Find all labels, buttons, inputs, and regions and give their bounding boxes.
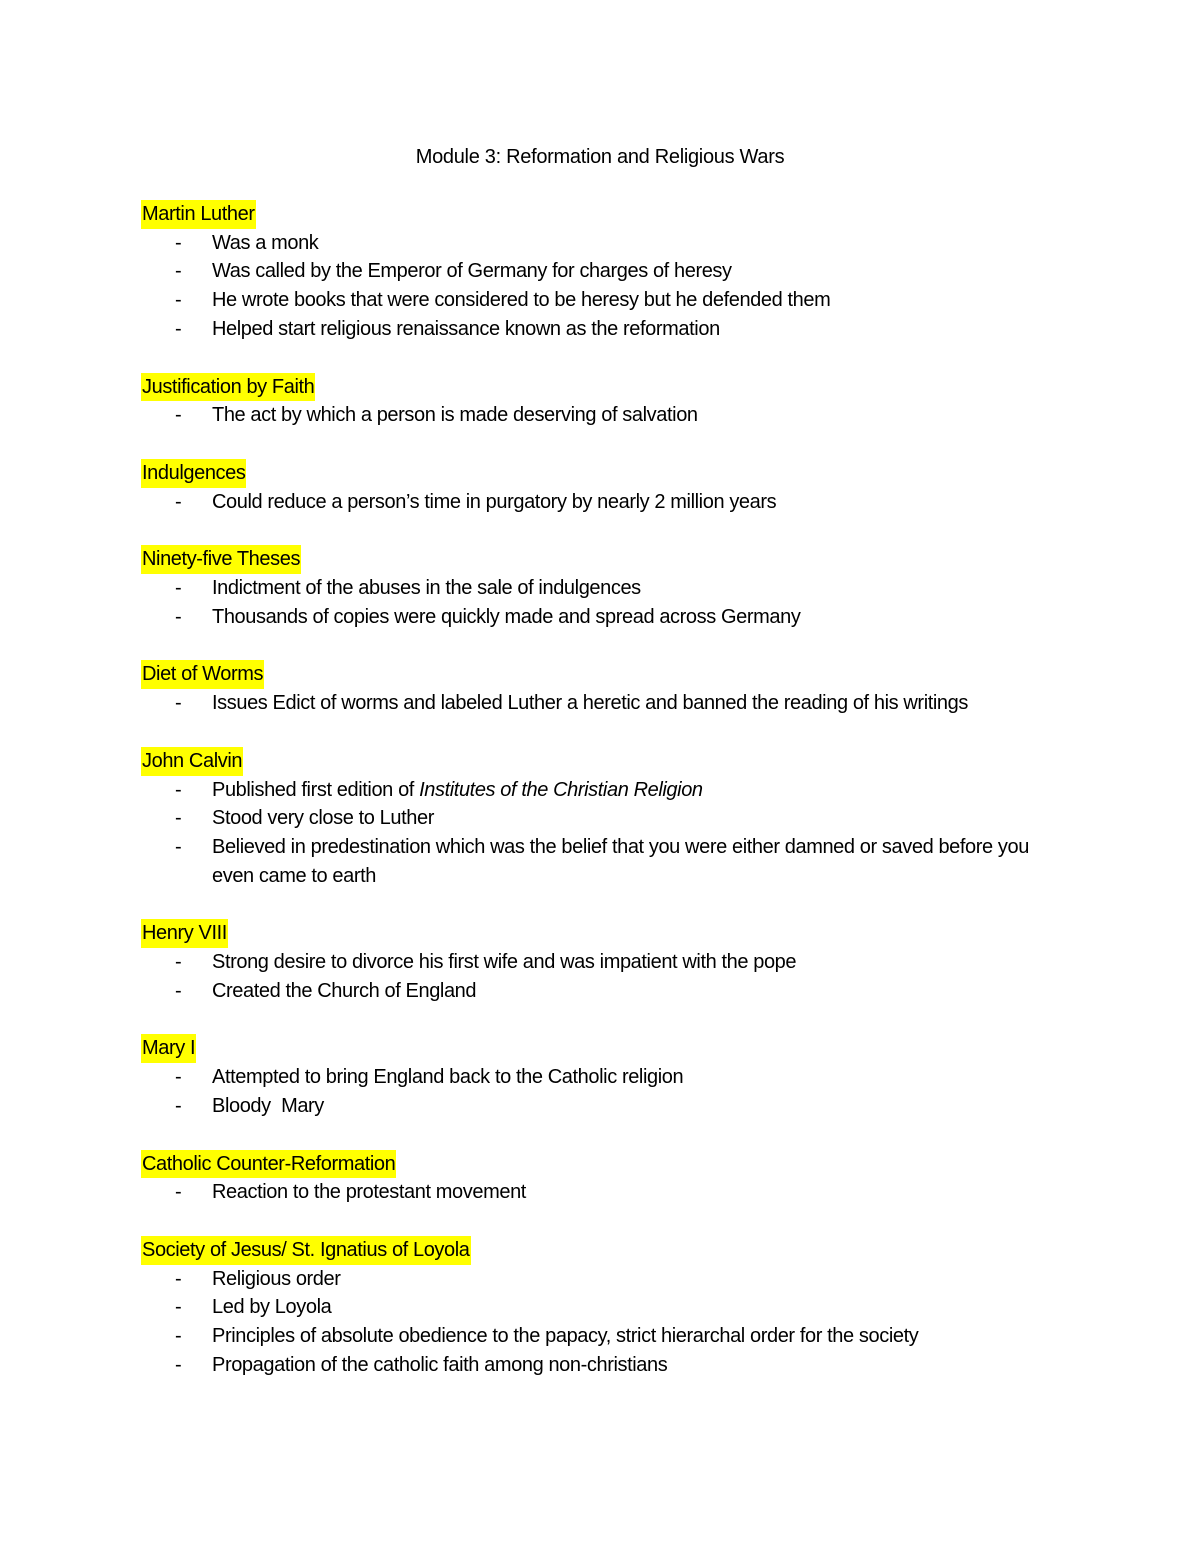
- section-heading: Ninety-five Theses: [141, 545, 301, 574]
- dash-marker: -: [175, 1353, 182, 1376]
- section-henry-viii: [141, 919, 1041, 1005]
- dash-marker: -: [175, 979, 182, 1002]
- dash-marker: -: [175, 692, 182, 715]
- bullet-list: [141, 1265, 1041, 1380]
- bullet-item: [141, 1293, 1041, 1322]
- section-catholic-counter-reformation: [141, 1150, 1041, 1207]
- section-heading: Indulgences: [141, 459, 246, 488]
- section-heading: Catholic Counter-Reformation: [141, 1150, 396, 1179]
- section-heading: Henry VIII: [141, 919, 228, 948]
- bullet-item: [141, 603, 1041, 632]
- bullet-text: Indictment of the abuses in the sale of indulgences: [212, 577, 641, 600]
- section-indulgences: [141, 459, 1041, 516]
- section-heading: Society of Jesus/ St. Ignatius of Loyola: [141, 1236, 471, 1265]
- bullet-text: Was a monk: [212, 231, 319, 254]
- dash-marker: -: [175, 605, 182, 628]
- bullet-text: Thousands of copies were quickly made and spread across Germany: [212, 605, 801, 628]
- bullet-text: Led by Loyola: [212, 1296, 332, 1319]
- document-title: Module 3: Reformation and Religious Wars: [415, 146, 785, 168]
- bullet-item: [141, 1092, 1041, 1121]
- bullet-list: [141, 1178, 1041, 1207]
- dash-marker: -: [175, 1094, 182, 1117]
- book-title: Institutes of the Christian Religion: [419, 778, 703, 801]
- section-mary-i: [141, 1034, 1041, 1120]
- bullet-text: Could reduce a person’s time in purgatory by nearly 2 million years: [212, 490, 777, 513]
- bullet-item: [141, 833, 1041, 890]
- bullet-item: [141, 1063, 1041, 1092]
- bullet-list: [141, 488, 1041, 517]
- dash-marker: -: [175, 1267, 182, 1290]
- dash-marker: -: [175, 835, 182, 858]
- bullet-text: Religious order: [212, 1267, 341, 1290]
- dash-marker: -: [175, 490, 182, 513]
- section-heading: Justification by Faith: [141, 373, 315, 402]
- bullet-list: [141, 574, 1041, 631]
- dash-marker: -: [175, 1181, 182, 1204]
- dash-marker: -: [175, 778, 182, 801]
- dash-marker: -: [175, 1296, 182, 1319]
- bullet-text: Believed in predestination which was the belief that you were either damned or saved before you even came to earth: [212, 835, 1029, 887]
- section-ninety-five-theses: [141, 545, 1041, 631]
- bullet-item: [141, 1322, 1041, 1351]
- bullet-list: [141, 229, 1041, 344]
- dash-marker: -: [175, 289, 182, 312]
- dash-marker: -: [175, 1325, 182, 1348]
- bullet-list: [141, 948, 1041, 1005]
- dash-marker: -: [175, 260, 182, 283]
- bullet-item: [141, 1178, 1041, 1207]
- bullet-item: [141, 315, 1041, 344]
- bullet-text: Strong desire to divorce his first wife and was impatient with the pope: [212, 951, 797, 974]
- bullet-item: [141, 257, 1041, 286]
- dash-marker: -: [175, 951, 182, 974]
- bullet-text: Bloody Mary: [212, 1094, 324, 1117]
- section-heading: Martin Luther: [141, 200, 256, 229]
- bullet-list: [141, 401, 1041, 430]
- bullet-text: Was called by the Emperor of Germany for charges of heresy: [212, 260, 732, 283]
- bullet-item: [141, 804, 1041, 833]
- dash-marker: -: [175, 577, 182, 600]
- bullet-text: The act by which a person is made deserving of salvation: [212, 404, 698, 427]
- bullet-item: [141, 488, 1041, 517]
- bullet-text: Propagation of the catholic faith among non-christians: [212, 1353, 668, 1376]
- bullet-text: Attempted to bring England back to the Catholic religion: [212, 1066, 684, 1089]
- bullet-list: [141, 689, 1041, 718]
- bullet-item: [141, 948, 1041, 977]
- bullet-item: [141, 1265, 1041, 1294]
- bullet-text: Published first edition of: [212, 778, 420, 801]
- section-heading: John Calvin: [141, 747, 243, 776]
- dash-marker: -: [175, 404, 182, 427]
- bullet-item: [141, 229, 1041, 258]
- section-martin-luther: [141, 200, 1041, 344]
- bullet-item: [141, 574, 1041, 603]
- bullet-item: [141, 776, 1041, 805]
- bullet-text: He wrote books that were considered to be heresy but he defended them: [212, 289, 831, 312]
- dash-marker: -: [175, 317, 182, 340]
- sections-container: [141, 200, 1041, 1409]
- bullet-text: Issues Edict of worms and labeled Luther a heretic and banned the reading of his writings: [212, 692, 968, 715]
- bullet-text: Helped start religious renaissance known as the reformation: [212, 317, 720, 340]
- bullet-text: Principles of absolute obedience to the papacy, strict hierarchal order for the society: [212, 1325, 919, 1348]
- bullet-text: Stood very close to Luther: [212, 807, 434, 830]
- section-diet-of-worms: [141, 660, 1041, 717]
- bullet-item: [141, 401, 1041, 430]
- bullet-item: [141, 977, 1041, 1006]
- section-heading: Diet of Worms: [141, 660, 264, 689]
- section-justification-by-faith: [141, 373, 1041, 430]
- dash-marker: -: [175, 231, 182, 254]
- section-john-calvin: [141, 747, 1041, 891]
- dash-marker: -: [175, 1066, 182, 1089]
- bullet-text: Reaction to the protestant movement: [212, 1181, 526, 1204]
- bullet-item: [141, 1351, 1041, 1380]
- bullet-list: [141, 776, 1041, 891]
- bullet-item: [141, 286, 1041, 315]
- section-society-of-jesus: [141, 1236, 1041, 1380]
- bullet-list: [141, 1063, 1041, 1120]
- bullet-text: Created the Church of England: [212, 979, 477, 1002]
- section-heading: Mary I: [141, 1034, 196, 1063]
- bullet-item: [141, 689, 1041, 718]
- dash-marker: -: [175, 807, 182, 830]
